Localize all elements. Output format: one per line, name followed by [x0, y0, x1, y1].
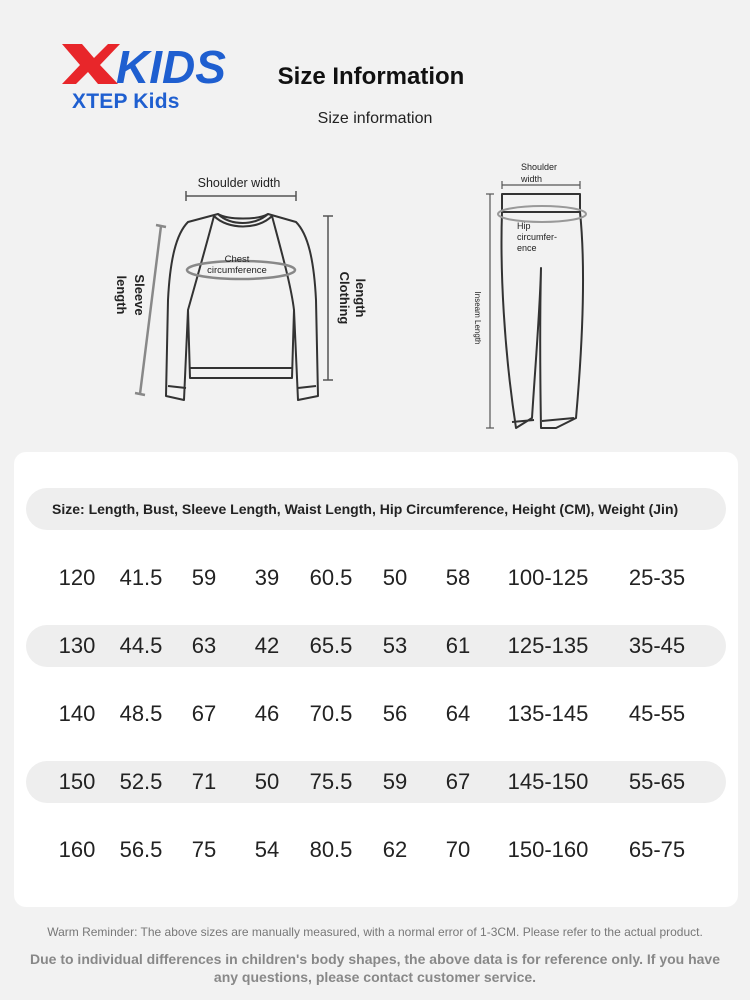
table-row — [26, 693, 726, 735]
table-cell: 60.5 — [309, 565, 353, 590]
table-cell: 45-55 — [628, 701, 686, 726]
clothing-length-arrow — [323, 216, 333, 380]
table-cell: 75.5 — [309, 769, 353, 794]
table-cell: 63 — [191, 633, 217, 658]
pants-shoulder-label-1: Shoulder — [521, 162, 558, 172]
table-cell: 59 — [382, 769, 408, 794]
table-cell: 50 — [254, 769, 280, 794]
table-cell: 120 — [58, 565, 96, 590]
logo-kids-text: KIDS — [116, 41, 226, 88]
table-cell: 125-135 — [507, 633, 589, 658]
table-cell: 140 — [58, 701, 96, 726]
inseam-arrow — [486, 194, 494, 428]
table-header-text: Size: Length, Bust, Sleeve Length, Waist Length, Hip Circumference, Height (CM), Weight (Jin) — [52, 501, 679, 517]
table-cell: 54 — [254, 837, 280, 862]
shoulder-width-arrow — [186, 191, 296, 201]
table-cell: 80.5 — [309, 837, 353, 862]
table-cell: 59 — [191, 565, 217, 590]
inseam-label: Inseam Length — [473, 291, 482, 345]
page-subtitle: Size information — [317, 110, 433, 127]
table-cell: 48.5 — [119, 701, 163, 726]
table-cell: 44.5 — [119, 633, 163, 658]
table-cell: 53 — [382, 633, 408, 658]
table-cell: 150 — [58, 769, 96, 794]
hip-ellipse — [498, 206, 586, 222]
table-cell: 61 — [445, 633, 471, 658]
hip-label-1: Hip — [517, 221, 531, 231]
brand-subtitle: XTEP Kids — [72, 90, 180, 113]
size-table-card — [14, 452, 738, 907]
table-cell: 71 — [191, 769, 217, 794]
page-title: Size Information — [277, 63, 465, 90]
table-cell: 150-160 — [507, 837, 589, 862]
table-cell: 35-45 — [628, 633, 686, 658]
warm-reminder: Warm Reminder: The above sizes are manually measured, with a normal error of 1-3CM. Please refer to the actual product. — [47, 925, 703, 939]
table-cell: 65-75 — [628, 837, 686, 862]
chest-label-2: circumference — [207, 265, 267, 276]
table-row — [26, 761, 726, 803]
table-cell: 41.5 — [119, 565, 163, 590]
table-row — [26, 625, 726, 667]
table-cell: 56.5 — [119, 837, 163, 862]
clothing-label-1: Clothing — [337, 271, 352, 325]
table-cell: 70 — [445, 837, 471, 862]
table-cell: 135-145 — [507, 701, 589, 726]
table-row — [26, 829, 726, 871]
table-cell: 160 — [58, 837, 96, 862]
table-cell: 75 — [191, 837, 217, 862]
shirt-diagram — [166, 214, 318, 400]
table-cell: 65.5 — [309, 633, 353, 658]
table-cell: 56 — [382, 701, 408, 726]
table-cell: 55-65 — [628, 769, 686, 794]
sleeve-label-2: length — [114, 275, 129, 315]
table-cell: 67 — [445, 769, 471, 794]
table-cell: 100-125 — [507, 565, 589, 590]
table-cell: 70.5 — [309, 701, 353, 726]
shoulder-width-label: Shoulder width — [197, 176, 281, 190]
table-cell: 145-150 — [507, 769, 589, 794]
table-cell: 58 — [445, 565, 471, 590]
table-cell: 46 — [254, 701, 280, 726]
pants-diagram — [502, 194, 583, 428]
table-cell: 64 — [445, 701, 471, 726]
garment-diagram — [0, 150, 750, 440]
reference-note: Due to individual differences in children's body shapes, the above data is for reference only. If you have any questions, please contact customer service. — [29, 951, 721, 985]
chest-label-1: Chest — [224, 254, 250, 265]
table-cell: 62 — [382, 837, 408, 862]
table-row — [26, 557, 726, 599]
table-cell: 25-35 — [628, 565, 686, 590]
table-cell: 39 — [254, 565, 280, 590]
hip-label-3: ence — [517, 243, 537, 253]
pants-shoulder-label-2: width — [521, 174, 543, 184]
clothing-label-2: length — [353, 278, 368, 318]
table-cell: 42 — [254, 633, 280, 658]
table-cell: 50 — [382, 565, 408, 590]
table-header — [26, 488, 726, 530]
table-cell: 52.5 — [119, 769, 163, 794]
sleeve-label-1: Sleeve — [132, 274, 147, 316]
table-cell: 130 — [58, 633, 96, 658]
table-cell: 67 — [191, 701, 217, 726]
hip-label-2: circumfer- — [517, 232, 557, 242]
